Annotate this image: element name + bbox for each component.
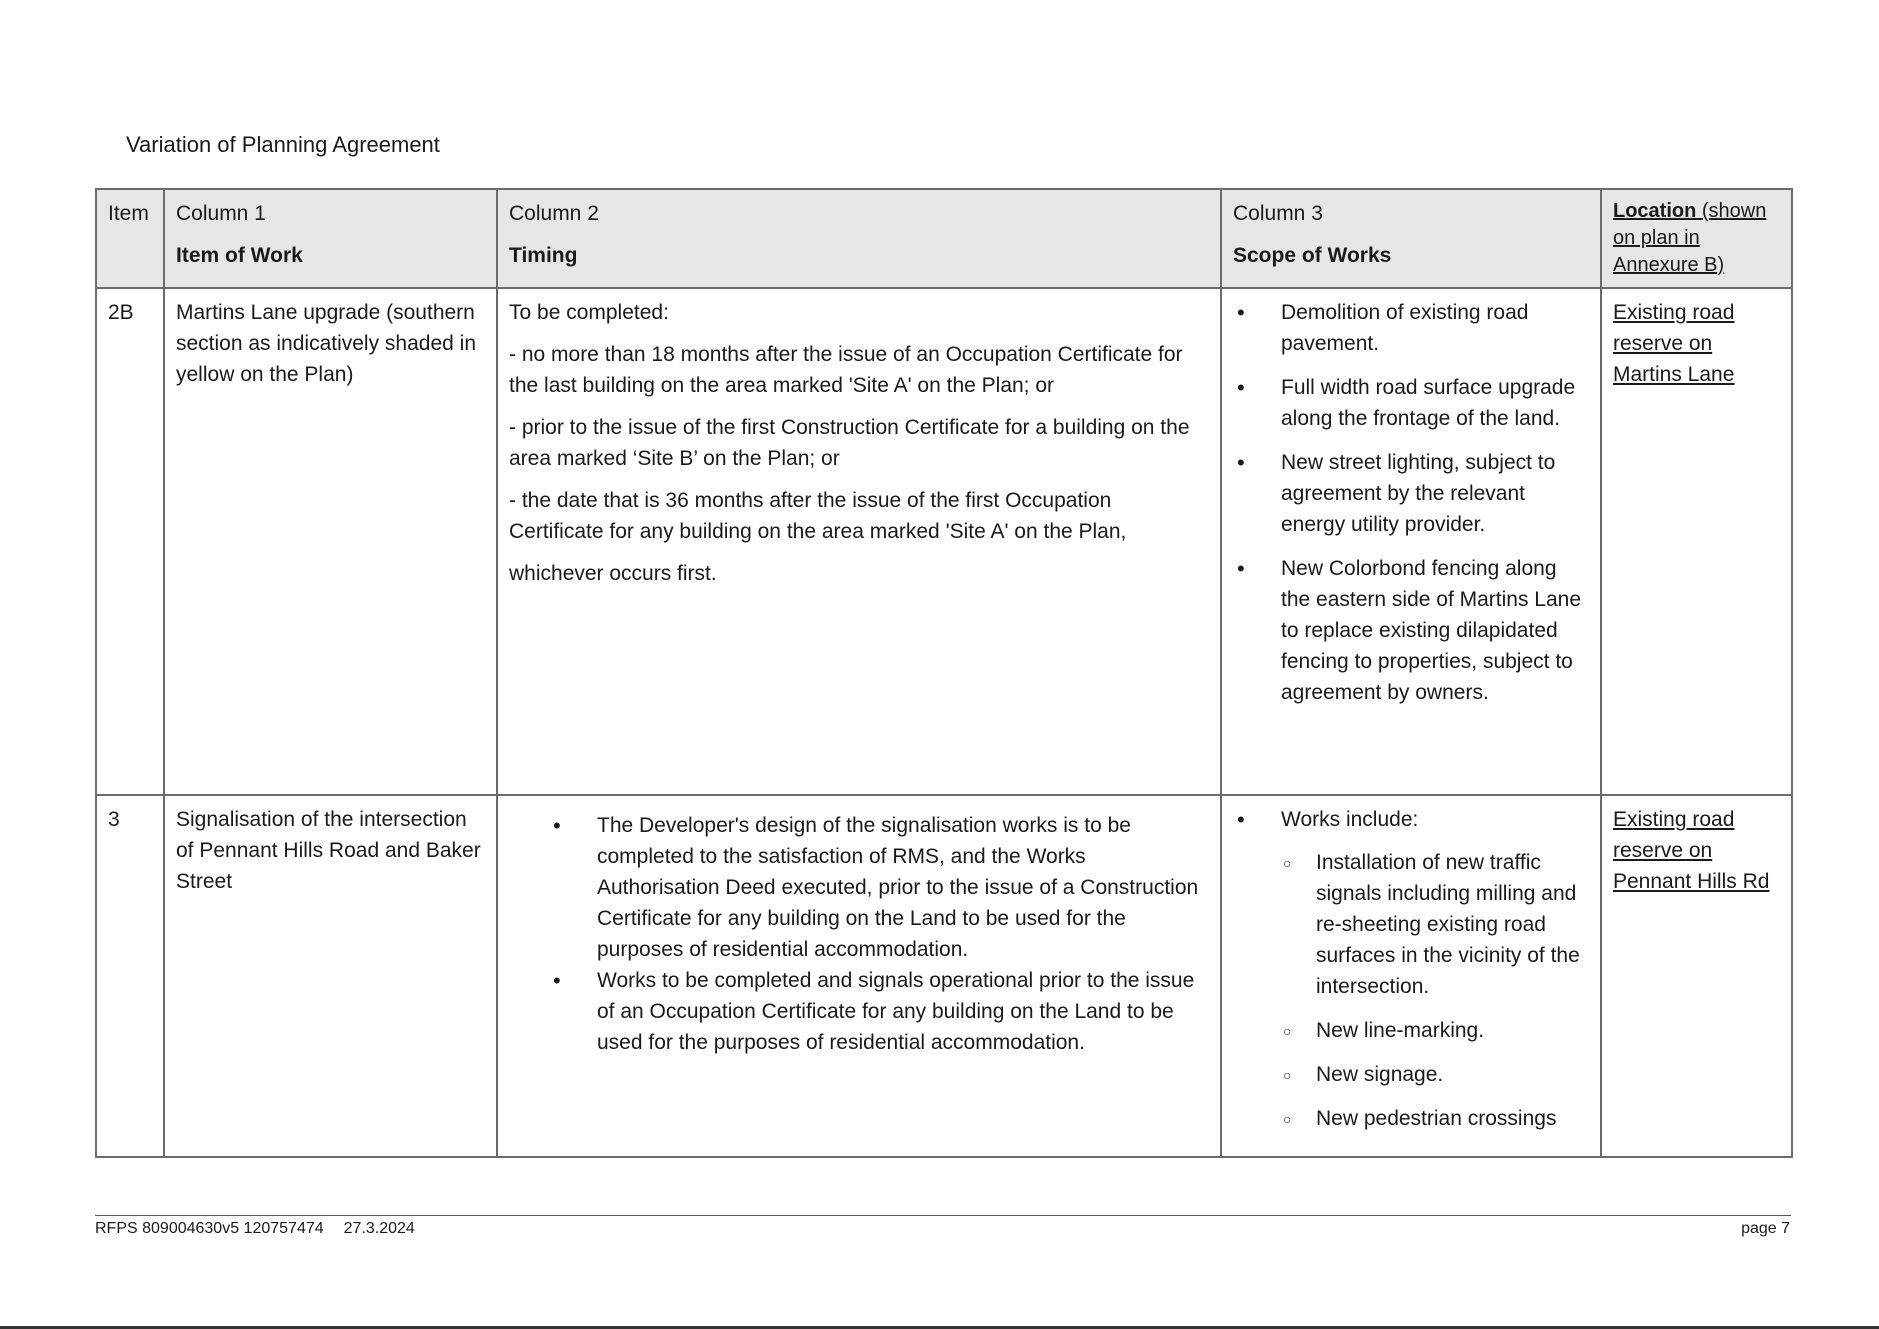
footer-reference [95,1220,415,1238]
header-location: Location (shown on plan in Annexure B) [1601,189,1792,288]
footer-date: 27.3.2024 [343,1220,415,1237]
timing-paragraph: - no more than 18 months after the issue of an Occupation Certificate for the last building on the area marked 'Site A' on the Plan; or [509,343,1183,397]
timing-list [509,810,1208,1058]
scope-list [1233,804,1588,1134]
works-table [95,188,1793,1158]
page-number: page 7 [1741,1220,1790,1237]
row-timing [497,795,1221,1157]
scope-subitem: ○ New pedestrian crossings [1281,1103,1588,1134]
row-item-number: 3 [96,795,164,1157]
scope-item: • New Colorbond fencing along the eastern side of Martins Lane to replace existing dilapidated fencing to properties, subject to agreement by owners. [1233,553,1588,708]
row-location: Existing road reserve on Martins Lane [1601,288,1792,795]
scope-item: • Works include: ○ Installation of new traffic signals including milling and re-sheeting existing road surfaces in the vicinity of the intersection. ○ New line-marking. ○ New signage. ○ New pedestrian crossings [1233,804,1588,1134]
timing-paragraph: - the date that is 36 months after the issue of the first Occupation Certificate for any building on the area marked 'Site A' on the Plan, [509,489,1127,543]
row-location: Existing road reserve on Pennant Hills Rd [1601,795,1792,1157]
row-scope [1221,288,1601,795]
table-row [96,795,1792,1157]
timing-item: • The Developer's design of the signalisation works is to be completed to the satisfaction of RMS, and the Works Authorisation Deed executed, prior to the issue of a Construction Certificate for any building on the Land to be used for the purposes of residential accommodation. [549,810,1208,965]
document-header-title: Variation of Planning Agreement [126,132,440,157]
footer-divider [95,1215,1791,1216]
scope-item: • Demolition of existing road pavement. [1233,297,1588,359]
timing-item: • Works to be completed and signals operational prior to the issue of an Occupation Certificate for any building on the Land to be used for the purposes of residential accommodation. [549,965,1208,1058]
scope-item: • Full width road surface upgrade along the frontage of the land. [1233,372,1588,434]
header-column-3: Column 3 Scope of Works [1221,189,1601,288]
scope-subitem: ○ Installation of new traffic signals including milling and re-sheeting existing road surfaces in the vicinity of the intersection. [1281,847,1588,1002]
row-timing [497,288,1221,795]
header-item: Item [96,189,164,288]
scope-item: • New street lighting, subject to agreement by the relevant energy utility provider. [1233,447,1588,540]
row-item-of-work: Martins Lane upgrade (southern section as indicatively shaded in yellow on the Plan) [164,288,497,795]
timing-paragraph: - prior to the issue of the first Construction Certificate for a building on the area marked ‘Site B’ on the Plan; or [509,416,1190,470]
table-header-row [96,189,1792,288]
row-item-of-work: Signalisation of the intersection of Pennant Hills Road and Baker Street [164,795,497,1157]
table-row [96,288,1792,795]
row-item-number: 2B [96,288,164,795]
scope-sublist [1281,847,1588,1134]
scope-subitem: ○ New signage. [1281,1059,1588,1090]
scope-subitem: ○ New line-marking. [1281,1015,1588,1046]
row-scope [1221,795,1601,1157]
header-column-2: Column 2 Timing [497,189,1221,288]
header-column-1: Column 1 Item of Work [164,189,497,288]
timing-paragraph: To be completed: [509,301,669,324]
footer-doc-ref: RFPS 809004630v5 120757474 [95,1220,324,1237]
scope-list [1233,297,1588,708]
timing-paragraph: whichever occurs first. [509,562,717,585]
